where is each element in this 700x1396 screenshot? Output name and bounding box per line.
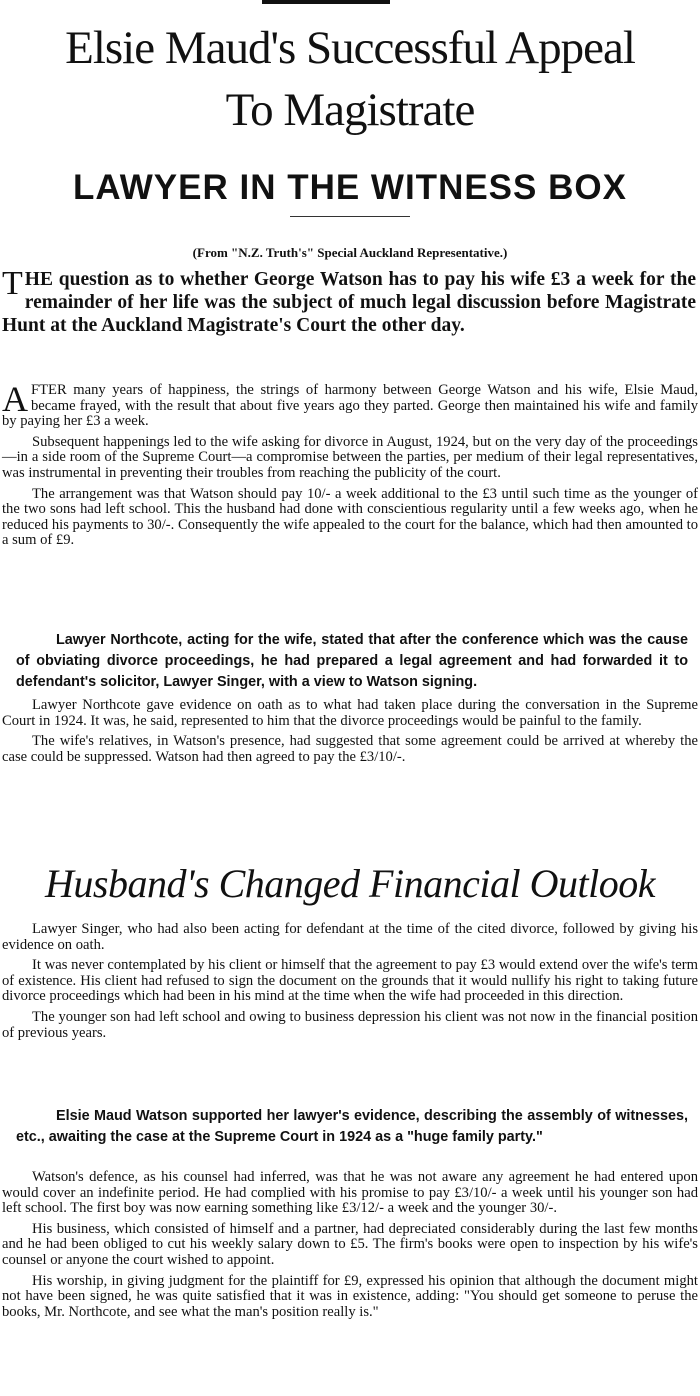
section-3-paragraph-1: Lawyer Singer, who had also been acting for defendant at the time of the cited divorce, followed by giving his evidence on oath. <box>2 921 698 953</box>
section-4-paragraph-3: His worship, in giving judgment for the plaintiff for £9, expressed his opinion that although the document might not have been signed, he was quite satisfied that it was in existence, adding: "You should get someone to peruse the books, Mr. Northcote, and see what the man's position really is." <box>2 1272 698 1320</box>
section-heading: Husband's Changed Financial Outlook <box>45 861 655 906</box>
section-2 <box>2 698 698 770</box>
headline-line-2: To Magistrate <box>225 84 475 136</box>
section-1-paragraph-2: Subsequent happenings led to the wife asking for divorce in August, 1924, but on the very day of the proceedings—in a side room of the Supreme Court—a compromise between the parties, per medium of their legal representatives, was instrumental in preventing their troubles from reaching the publicity of the court. <box>2 433 698 481</box>
bold-paragraph-1-text: Lawyer Northcote, acting for the wife, stated that after the conference which was the cause of obviating divorce proceedings, he had prepared a legal agreement and had forwarded it to defendant's solicitor, Lawyer Singer, with a view to Watson signing. <box>16 632 688 690</box>
section-2-paragraph-2: The wife's relatives, in Watson's presence, had suggested that some agreement could be arrived at whereby the case could be suppressed. Watson had then agreed to pay the £3/10/-. <box>2 733 698 765</box>
dateline: (From "N.Z. Truth's" Special Auckland Representative.) <box>192 245 508 260</box>
intro-paragraph <box>2 265 696 337</box>
subheadline: LAWYER IN THE WITNESS BOX <box>73 168 627 207</box>
bold-paragraph-2 <box>16 1106 688 1148</box>
subhead-underline <box>290 216 410 217</box>
bold-paragraph-1 <box>16 630 688 693</box>
section-1-paragraph-1-text: FTER many years of happiness, the strings of harmony between George Watson and his wife, Elsie Maud, became frayed, with the result that about five years ago they parted. George then maintained his wife and family by paying her £3 a week. <box>2 382 698 430</box>
section-4 <box>2 1170 698 1325</box>
section-3 <box>2 922 698 1046</box>
bold-paragraph-2-text: Elsie Maud Watson supported her lawyer's evidence, describing the assembly of witnesses, etc., awaiting the case at the Supreme Court in 1924 as a "huge family party." <box>16 1108 688 1145</box>
section-3-paragraph-3: The younger son had left school and owing to business depression his client was not now in the financial position of previous years. <box>2 1008 698 1041</box>
section-1-paragraph-3: The arrangement was that Watson should pay 10/- a week additional to the £3 until such time as the younger of the two sons had left school. This the husband had done with conscientious regularity until a few weeks ago, when he reduced his payments to 30/-. Consequently the wife appealed to the court for the balance, which had then amounted to a sum of £9. <box>2 485 698 549</box>
section-4-paragraph-2: His business, which consisted of himself and a partner, had depreciated considerably during the last few months and he had been obliged to cut his weekly salary down to £5. The firm's books were open to inspection by his wife's counsel or anyone the court wished to appoint. <box>2 1220 698 1268</box>
section-1-paragraph-1 <box>2 379 698 430</box>
top-rule <box>262 0 390 4</box>
intro-dropcap: T <box>2 265 23 302</box>
headline-line-1: Elsie Maud's Successful Appeal <box>65 22 635 74</box>
section-4-paragraph-1: Watson's defence, as his counsel had inferred, was that he was not aware any agreement he had entered upon would cover an indefinite period. He had complied with his promise to pay £3/10/- a week until his younger son had left school. The first boy was now earning something like £3/12/- a week and the younger 30/-. <box>2 1169 698 1217</box>
intro-text: HE question as to whether George Watson has to pay his wife £3 a week for the remainder of her life was the subject of much legal discussion before Magistrate Hunt at the Auckland Magistrate's Court the other day. <box>2 269 696 336</box>
section-1 <box>2 379 698 554</box>
section-1-dropcap: A <box>2 379 28 419</box>
section-2-paragraph-1: Lawyer Northcote gave evidence on oath as to what had taken place during the conversation in the Supreme Court in 1924. It was, he said, represented to him that the divorce proceedings would be painful to the family. <box>2 697 698 729</box>
section-3-paragraph-2: It was never contemplated by his client or himself that the agreement to pay £3 would extend over the wife's term of existence. His client had refused to sign the document on the grounds that it would nullify his right to taking future divorce proceedings which had been in his mind at the time when the wife had proceeded in this direction. <box>2 957 698 1005</box>
